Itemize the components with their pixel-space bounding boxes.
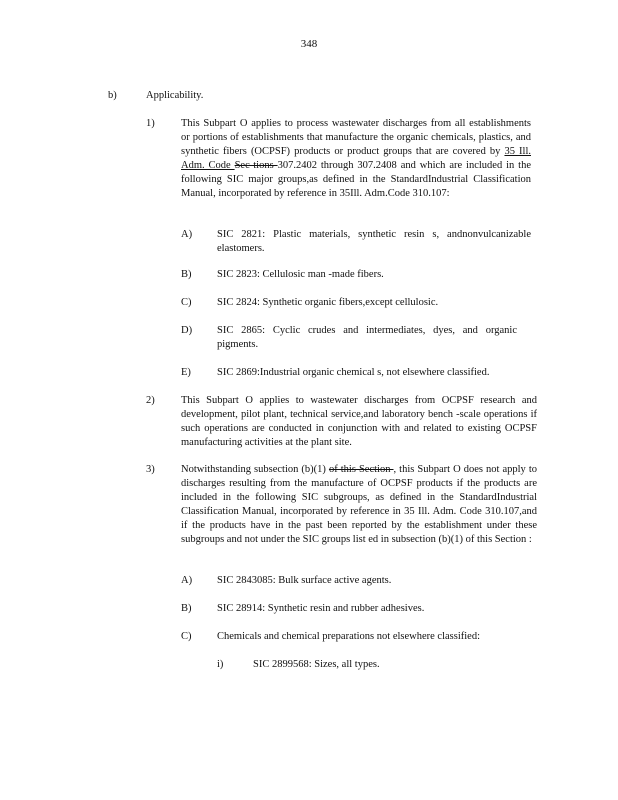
page-number: 348 xyxy=(300,38,318,50)
item-3-label: 3) xyxy=(146,464,155,475)
item-3-struck-text: of this Section xyxy=(328,464,394,475)
item-1-sub-b-text: SIC 2823: Cellulosic man -made fibers. xyxy=(217,269,384,280)
item-1-label: 1) xyxy=(146,118,155,129)
item-1-sub-c-label: C) xyxy=(181,297,192,308)
item-3-text xyxy=(181,463,537,547)
item-3-text-after: , this Subpart O does not apply to discharges resulting from the manufacture of OCPSF products if the products are included in the following SIC subgroups, as defined in the StandardIndustrial Classification Manual, incorporated by reference in 35 Ill. Adm. Code 310.107,and if the products have in the past been reported by the establishment under these subgroups and not under the SIC groups list ed in subsection (b)(1) of this Section : xyxy=(181,464,538,545)
section-b-title: Applicability. xyxy=(146,90,204,101)
item-1-text-after: 307.2402 through 307.2408 and which are included in the following SIC major groups,as defined in the StandardIndustrial Classification Manual, incorporated by reference in 35Ill. Adm.Code 310.107: xyxy=(181,160,531,199)
item-3-sub-b-label: B) xyxy=(181,603,192,614)
item-3-text-before: Notwithstanding subsection (b)(1) xyxy=(181,464,329,475)
item-3-sub-c-i-text: SIC 2899568: Sizes, all types. xyxy=(253,659,380,670)
item-1-sub-d-label: D) xyxy=(181,325,193,336)
item-3-sub-c-label: C) xyxy=(181,631,192,642)
item-2-label: 2) xyxy=(146,395,155,406)
item-1-sub-e-label: E) xyxy=(181,367,191,378)
item-3-sub-c-i-label: i) xyxy=(217,659,224,670)
item-3-sub-a-text: SIC 2843085: Bulk surface active agents. xyxy=(217,575,392,586)
item-3-sub-b-text: SIC 28914: Synthetic resin and rubber adhesives. xyxy=(217,603,425,614)
item-2-text: This Subpart O applies to wastewater discharges from OCPSF research and development, pilot plant, technical service,and laboratory bench -scale operations if such operations are conducted in conjunction with and related to existing OCPSF manufacturing activities at the plant site. xyxy=(181,395,537,448)
item-1-sub-a-text: SIC 2821: Plastic materials, synthetic resin s, andnonvulcanizable elastomers. xyxy=(217,229,531,254)
item-1-text xyxy=(181,117,531,201)
item-3-sub-a-label: A) xyxy=(181,575,193,586)
item-3-sub-c-text: Chemicals and chemical preparations not elsewhere classified: xyxy=(217,631,480,642)
item-1-struck-text: Sec-tions xyxy=(234,160,278,171)
section-b-label: b) xyxy=(108,90,117,101)
item-1-sub-b-label: B) xyxy=(181,269,192,280)
item-1-code-reference: 35 Ill. Adm. Code xyxy=(181,146,531,171)
item-1-sub-d-text: SIC 2865: Cyclic crudes and intermediates, dyes, and organic pigments. xyxy=(217,325,517,350)
item-1-sub-e-text: SIC 2869:Industrial organic chemical s, not elsewhere classified. xyxy=(217,367,490,378)
item-1-sub-a-label: A) xyxy=(181,229,193,240)
item-1-sub-c-text: SIC 2824: Synthetic organic fibers,except cellulosic. xyxy=(217,297,439,308)
item-1-text-before: This Subpart O applies to process wastewater discharges from all establishments or portions of establishments that manufacture the organic chemicals, plastics, and synthetic fibers (OCPSF) products or product groups that are covered by xyxy=(181,118,531,157)
